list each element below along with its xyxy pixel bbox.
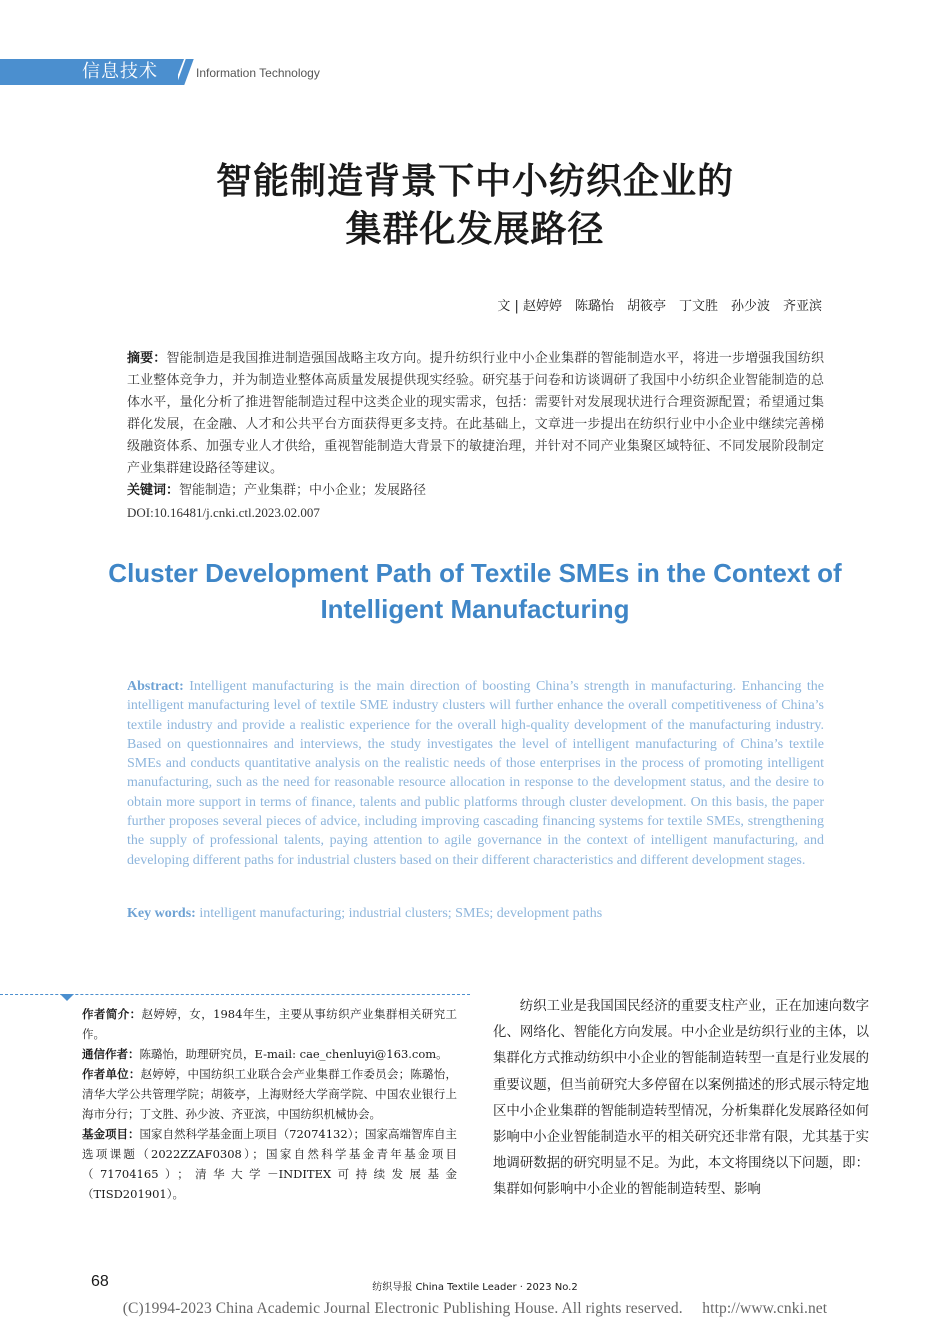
footnote-fund: [82, 1124, 457, 1204]
abstract-cn-label: 摘要：: [127, 351, 167, 366]
keywords-cn: [127, 480, 824, 502]
abstract-cn-text: 智能制造是我国推进制造强国战略主攻方向。提升纺织行业中小企业集群的智能制造水平，将进一步增强我国纺织工业整体竞争力，并为制造业整体高质量发展提供现实经验。研究基于问卷和访谈调研了我国中小纺织企业智能制造的总体水平，量化分析了推进智能制造过程中这类企业的现实需求，包括：需要针对发展现状进行合理资源配置；希望通过集群化发展，在金融、人才和公共平台方面获得更多支持。在此基础上，文章进一步提出在纺织行业中小企业中继续完善梯级融资体系、加强专业人才供给，重视智能制造大背景下的敏捷治理，并针对不同产业集聚区域特征、不同发展阶段制定产业集群建设路径等建议。: [127, 351, 824, 476]
footnote-label: 作者简介：: [82, 1007, 142, 1021]
page-number: 68: [91, 1273, 109, 1290]
footnote-author-intro: [82, 1004, 457, 1044]
keywords-cn-text: 智能制造；产业集群；中小企业；发展路径: [179, 483, 427, 498]
keywords-en: [127, 906, 824, 922]
keywords-en-text: intelligent manufacturing; industrial clusters; SMEs; development paths: [199, 906, 603, 921]
footnote-text: 赵婷婷，女，1984年生，主要从事纺织产业集群相关研究工作。: [82, 1007, 457, 1041]
article-title-cn-line1: 智能制造背景下中小纺织企业的: [215, 161, 734, 202]
author-footnotes: [82, 1004, 457, 1204]
section-title-cn: 信息技术: [82, 61, 158, 82]
footnote-label: 基金项目：: [82, 1127, 140, 1141]
doi: DOI:10.16481/j.cnki.ctl.2023.02.007: [127, 505, 320, 520]
keywords-en-label: Key words:: [127, 906, 196, 921]
abstract-en-label: Abstract:: [127, 679, 184, 694]
journal-footer: 纺织导报 China Textile Leader · 2023 No.2: [372, 1282, 578, 1293]
article-title-en-line2: Intelligent Manufacturing: [320, 594, 630, 624]
article-title-en: [0, 555, 950, 627]
abstract-cn-paragraph: [127, 348, 824, 480]
footnote-affiliation: [82, 1064, 457, 1124]
body-paragraph: 纺织工业是我国国民经济的重要支柱产业，正在加速向数字化、网络化、智能化方向发展。中小企业是纺织行业的主体，以集群化方式推动纺织中小企业的智能制造转型一直是行业发展的重要议题，但当前研究大多停留在以案例描述的形式展示特定地区中小企业集群的智能制造转型情况，分析集群化发展路径如何影响中小企业智能制造水平的相关研究还非常有限，尤其基于实地调研数据的研究明显不足。为此，本文将围绕以下问题，即：集群如何影响中小企业的智能制造转型、影响: [493, 999, 869, 1198]
article-title-cn: [0, 158, 950, 254]
abstract-en: [127, 677, 824, 870]
footnote-text: 陈璐怡，助理研究员，E-mail: cae_chenluyi@163.com。: [139, 1047, 448, 1061]
author-list: 文 | 赵婷婷 陈璐怡 胡筱亭 丁文胜 孙少波 齐亚滨: [497, 299, 822, 314]
article-title-en-line1: Cluster Development Path of Textile SMEs in the Context of: [108, 558, 842, 588]
footnote-label: 通信作者：: [82, 1047, 140, 1061]
copyright-notice: (C)1994-2023 China Academic Journal Electronic Publishing House. All rights reserved. http://www.cnki.net: [122, 1300, 828, 1317]
section-title-en: Information Technology: [196, 66, 320, 80]
abstract-en-text: Intelligent manufacturing is the main direction of boosting China’s strength in manufacturing. Enhancing the intelligent manufacturing level of textile SME industry clusters will further enhance the overall competitiveness of China’s textile industry and provide a realistic experience for the overall high-quality development of the manufacturing industry. Based on questionnaires and interviews, the study investigates the level of intelligent manufacturing of China’s textile SMEs and conducts quantitative analysis on the realistic needs of those enterprises in the process of promoting intelligent manufacturing, such as the need for reasonable resource allocation in response to the development status, and the desire to obtain more support in terms of finance, talents and public platforms through cluster development. On this basis, the paper further proposes several pieces of advice, including improving cascading financing systems for textile SMEs, strengthening the supply of professional talents, paying attention to agile governance in the context of intelligent manufacturing, and developing different paths for industrial clusters based on their different characteristics and different development stages.: [127, 679, 824, 868]
article-title-cn-line2: 集群化发展路径: [345, 209, 605, 250]
footnote-text: 国家自然科学基金面上项目（72074132）；国家高端智库自主选项课题（2022ZZAF0308）；国家自然科学基金青年基金项目（71704165）；清华大学－INDITEX可持续发展基金（TISD201901）。: [82, 1127, 458, 1201]
footnote-corresponding: [82, 1044, 457, 1064]
abstract-cn: [127, 348, 824, 524]
footnote-label: 作者单位：: [82, 1067, 141, 1081]
footnote-divider-marker: [60, 994, 74, 1001]
footnote-text: 赵婷婷，中国纺织工业联合会产业集群工作委员会；陈璐怡，清华大学公共管理学院；胡筱亭，上海财经大学商学院、中国农业银行上海市分行；丁文胜、孙少波、齐亚滨，中国纺织机械协会。: [82, 1067, 458, 1121]
keywords-cn-label: 关键词：: [127, 483, 180, 498]
